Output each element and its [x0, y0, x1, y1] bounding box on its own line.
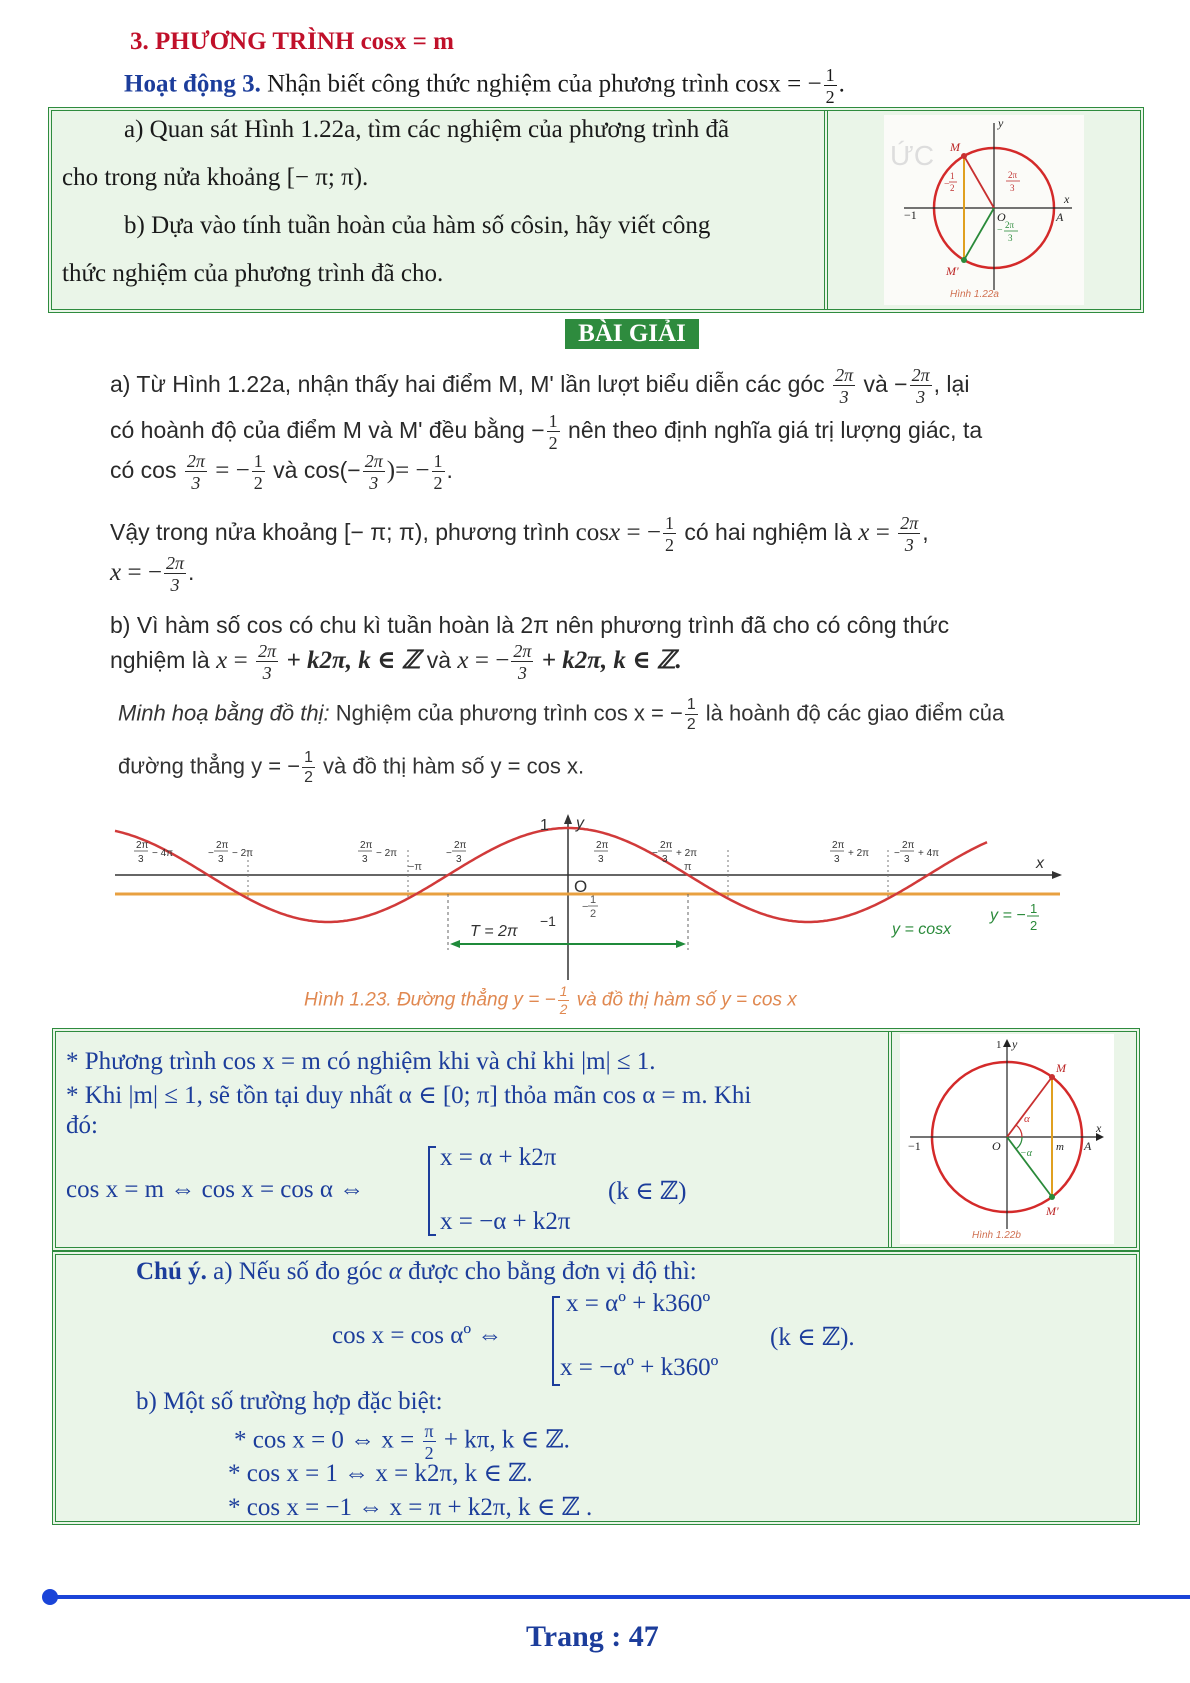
- task-b-line1: b) Dựa vào tính tuần hoàn của hàm số côsin, hãy viết công: [124, 212, 711, 239]
- note-eq-bottom: x = −αº + k360º: [560, 1354, 719, 1381]
- label-x: x: [1096, 1121, 1102, 1135]
- solution-b-line2: nghiệm là x = $\frac{2\pi}{3}$ + k2π, k ∈ ℤ và x = − $\frac{2\pi}{3}$ + k2π, k ∈ ℤ.: [110, 641, 682, 683]
- task-b-line2: thức nghiệm của phương trình đã cho.: [62, 260, 444, 287]
- note-line-b: b) Một số trường hợp đặc biệt:: [136, 1388, 443, 1415]
- solution-a-line2: có hoành độ của điểm M và M' đều bằng − $\frac{1}{2}$ nên theo định nghĩa giá trị lượng giác, ta: [110, 411, 983, 453]
- label-one: 1: [540, 817, 549, 834]
- line-label: y = −: [990, 907, 1026, 924]
- label-M-prime: M': [946, 264, 959, 278]
- frac-2pi-3: $\frac{2\pi}{3}$: [835, 365, 854, 407]
- label-m2pi-3-den: 3: [1008, 233, 1013, 243]
- figure-1-22a: [884, 115, 1084, 305]
- theory-eq-cond: (k ∈ ℤ): [608, 1178, 687, 1205]
- line-label-num: 1: [1030, 901, 1038, 916]
- tick-rest-7: + 2π: [848, 848, 870, 859]
- label-minus-pi: −π: [408, 861, 423, 873]
- solution-so-line2: x = − $\frac{2\pi}{3}$ .: [110, 553, 195, 595]
- theory-line1: * Phương trình cos x = m có nghiệm khi và chỉ khi |m| ≤ 1.: [66, 1048, 656, 1075]
- theory-line2: * Khi |m| ≤ 1, sẽ tồn tại duy nhất α ∈ [0; π] thỏa mãn cos α = m. Khi: [66, 1082, 752, 1109]
- tick-rest-8: + 4π: [918, 848, 940, 859]
- label-y: y: [998, 116, 1004, 130]
- frac-2pi-3-b: $\frac{2\pi}{3}$: [911, 365, 930, 407]
- tick-label-2: 2π: [216, 840, 229, 851]
- label-O: O: [992, 1139, 1001, 1153]
- y-axis-arrow: [564, 814, 572, 824]
- footer-rule: [50, 1595, 1190, 1599]
- radius-OM-prime: [964, 208, 994, 260]
- figure-1-23: [110, 810, 1070, 990]
- note-case-1: * cos x = 0 ⇔ x = $\frac{\pi}{2}$ + kπ, k ∈ ℤ.: [234, 1421, 570, 1463]
- tick-label-4: 2π: [454, 840, 467, 851]
- note-case-3: * cos x = −1 ⇔ x = π + k2π, k ∈ ℤ .: [228, 1494, 593, 1521]
- label-A: A: [1084, 1139, 1092, 1153]
- label-minus-1: −1: [908, 1139, 921, 1153]
- label-m: m: [1056, 1141, 1064, 1153]
- tick-label-7: 2π: [832, 840, 845, 851]
- tick-den-1: 3: [138, 854, 144, 865]
- tick-rest-6: + 2π: [676, 848, 698, 859]
- label-x: x: [1036, 855, 1044, 872]
- page-number: Trang : 47: [526, 1620, 659, 1653]
- tick-label-8: 2π: [902, 840, 915, 851]
- figure-1-22b-caption: Hình 1.22b: [972, 1230, 1021, 1241]
- label-minus-half-axis-num: 1: [590, 894, 597, 906]
- activity-heading: Hoạt động 3. Nhận biết công thức nghiệm của phương trình cosx = − $\frac{1}{2}$ .: [124, 65, 845, 107]
- tick-den-4: 3: [456, 854, 462, 865]
- label-pi: π: [684, 861, 692, 873]
- label-2pi-3-den: 3: [1010, 183, 1015, 193]
- task-a-line2: cho trong nửa khoảng [− π; π).: [62, 164, 369, 191]
- period-arrow-right: [676, 940, 686, 948]
- label-M-prime: M': [1046, 1204, 1059, 1218]
- radius-OM: [1007, 1077, 1052, 1137]
- illustration-line1: Minh hoạ bằng đồ thị: Nghiệm của phương trình cos x = − $\frac{1}{2}$ là hoành độ các giao điểm của: [118, 696, 1005, 733]
- theory-eq-top: x = α + k2π: [440, 1144, 557, 1171]
- theory-box-divider: [888, 1032, 892, 1247]
- solution-so-line1: Vậy trong nửa khoảng [− π; π), phương trình cosx = − $\frac{1}{2}$ có hai nghiệm là x = $\frac{2\pi}{3}$ ,: [110, 513, 929, 555]
- theory-eq-left: cos x = m ⇔ cos x = cos α ⇔: [66, 1176, 365, 1203]
- radius-OM: [964, 156, 994, 208]
- note-eq-left: cos x = cos αº ⇔: [332, 1322, 503, 1349]
- label-m2pi-3-sign: −: [997, 225, 1003, 236]
- curve-label: y = cosx: [892, 921, 952, 938]
- y-axis-arrow: [1003, 1039, 1011, 1047]
- label-minus-one: −1: [540, 913, 556, 929]
- note-case-2: * cos x = 1 ⇔ x = k2π, k ∈ ℤ.: [228, 1460, 533, 1487]
- tick-rest-2: − 2π: [232, 848, 254, 859]
- label-minus-half-den: 2: [950, 183, 955, 193]
- section-title: 3. PHƯƠNG TRÌNH cosx = m: [130, 28, 454, 55]
- period-label: T = 2π: [470, 923, 518, 940]
- label-m2pi-3-num: 2π: [1005, 220, 1015, 230]
- tick-den-5: 3: [598, 854, 604, 865]
- tick-den-6: 3: [662, 854, 668, 865]
- label-y: y: [576, 815, 584, 832]
- tick-rest-1: − 4π: [152, 848, 174, 859]
- note-line-a: Chú ý. a) Nếu số đo góc α được cho bằng đơn vị độ thì:: [136, 1258, 697, 1285]
- label-one: 1: [996, 1039, 1002, 1051]
- line-label-den: 2: [1030, 918, 1038, 933]
- label-2pi-3-num: 2π: [1008, 170, 1018, 180]
- tick-label-6: 2π: [660, 840, 673, 851]
- note-eq-cond: (k ∈ ℤ).: [770, 1324, 855, 1351]
- angle-alpha-arc: [1016, 1125, 1022, 1137]
- activity-fraction: $\frac{1}{2}$: [825, 65, 835, 107]
- solution-badge: BÀI GIẢI: [565, 319, 699, 349]
- tick-den-2: 3: [218, 854, 224, 865]
- label-minus-half-axis-den: 2: [590, 908, 597, 920]
- point-M-prime: [961, 257, 967, 263]
- activity-label: Hoạt động 3.: [124, 70, 261, 98]
- tick-den-8: 3: [904, 854, 910, 865]
- task-a-line1: a) Quan sát Hình 1.22a, tìm các nghiệm của phương trình đã: [124, 116, 730, 143]
- tick-label-3: 2π: [360, 840, 373, 851]
- label-O: O: [574, 877, 588, 896]
- theory-eq-bottom: x = −α + k2π: [440, 1208, 571, 1235]
- solution-a-line3: có cos $\frac{2\pi}{3}$ = − $\frac{1}{2}$ và cos(− $\frac{2\pi}{3}$ )= − $\frac{1}{2}$ .: [110, 451, 453, 493]
- tick-sign-6: −: [652, 848, 658, 859]
- solution-a-line1: a) Từ Hình 1.22a, nhận thấy hai điểm M, M' lần lượt biểu diễn các góc $\frac{2\pi}{3}$ và − $\frac{2\pi}{3}$ , lại: [110, 365, 970, 407]
- activity-text: Nhận biết công thức nghiệm của phương trình cosx = −: [267, 70, 822, 98]
- label-minus-half-axis: −: [582, 901, 589, 913]
- point-M: [1049, 1074, 1055, 1080]
- tick-label-1: 2π: [136, 840, 149, 851]
- label-minus-alpha: −α: [1020, 1148, 1032, 1159]
- point-M-prime: [1049, 1194, 1055, 1200]
- illustration-line2: đường thẳng y = − $\frac{1}{2}$ và đồ thị hàm số y = cos x.: [118, 749, 585, 786]
- root-tick-labels: [134, 840, 939, 865]
- note-eq-top: x = αº + k360º: [566, 1290, 711, 1317]
- figure-1-22b: [900, 1034, 1114, 1244]
- label-alpha: α: [1024, 1113, 1030, 1125]
- period-arrow-left: [450, 940, 460, 948]
- label-minus-1: −1: [904, 208, 917, 222]
- figure-1-23-caption: Hình 1.23. Đường thẳng y = − $\frac{1}{2}$ và đồ thị hàm số y = cos x: [304, 984, 797, 1017]
- x-axis-arrow: [1052, 871, 1062, 879]
- solution-b-line1: b) Vì hàm số cos có chu kì tuần hoàn là 2π nên phương trình đã cho có công thức: [110, 612, 950, 638]
- activity-box-divider: [824, 111, 828, 309]
- watermark-text: ỨC: [890, 140, 935, 171]
- theory-bracket: [428, 1146, 436, 1236]
- theory-line3: đó:: [66, 1112, 98, 1139]
- radius-OM-prime: [1007, 1137, 1052, 1197]
- tick-den-3: 3: [362, 854, 368, 865]
- tick-rest-3: − 2π: [376, 848, 398, 859]
- label-minus-half-num: 1: [950, 171, 955, 181]
- label-A: A: [1056, 210, 1064, 224]
- label-y: y: [1012, 1037, 1018, 1051]
- label-x: x: [1064, 192, 1070, 206]
- tick-sign-8: −: [894, 848, 900, 859]
- figure-1-22a-caption: Hình 1.22a: [950, 289, 999, 300]
- tick-den-7: 3: [834, 854, 840, 865]
- label-M: M: [1056, 1061, 1066, 1075]
- label-minus-half: −: [944, 179, 950, 190]
- tick-label-5: 2π: [596, 840, 609, 851]
- label-M: M: [950, 140, 960, 154]
- tick-sign-4: −: [446, 848, 452, 859]
- note-bracket: [552, 1296, 560, 1386]
- tick-sign-2: −: [208, 848, 214, 859]
- point-M: [961, 153, 967, 159]
- label-O: O: [997, 210, 1006, 224]
